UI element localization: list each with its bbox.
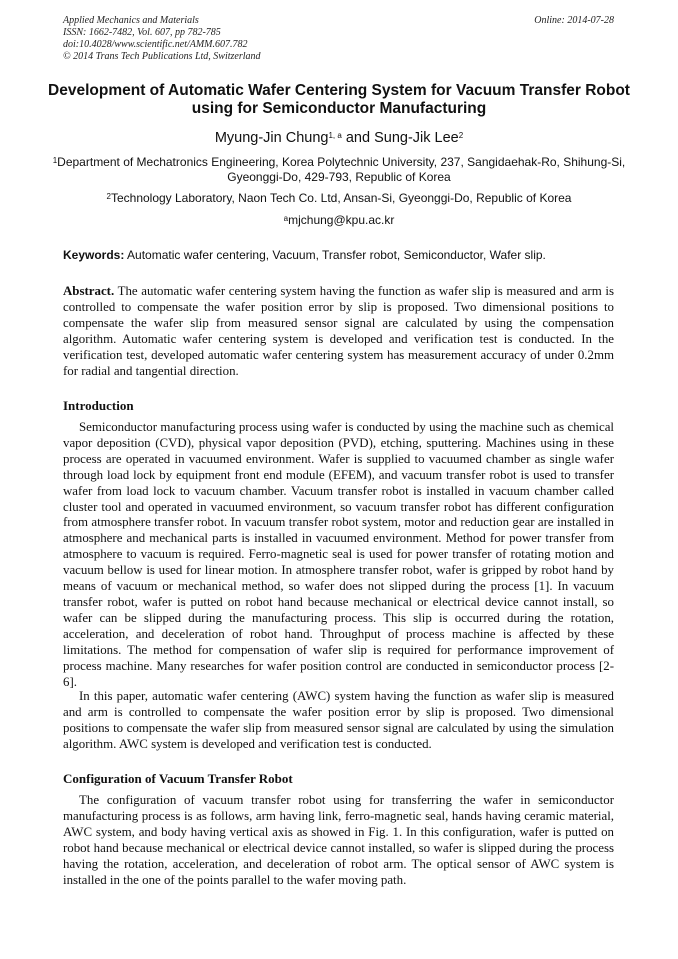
keywords-label: Keywords: <box>63 248 125 262</box>
affiliation-2 <box>50 191 628 206</box>
author-line <box>40 129 638 147</box>
affiliation-1-mark: 1 <box>52 156 58 165</box>
abstract-label: Abstract. <box>63 284 115 298</box>
author-2-affil-mark: 2 <box>458 131 464 140</box>
author-conjunction: and <box>341 130 375 146</box>
doi-line: doi:10.4028/www.scientific.net/AMM.607.782 <box>63 39 248 50</box>
affiliation-2-text: Technology Laboratory, Naon Tech Co. Ltd, Ansan-Si, Gyeonggi-Do, Republic of Korea <box>110 191 572 205</box>
affiliation-2-mark: 2 <box>106 192 111 201</box>
journal-header <box>63 15 261 63</box>
copyright-line: © 2014 Trans Tech Publications Ltd, Switzerland <box>63 51 261 62</box>
author-1: Myung-Jin Chung <box>214 130 329 146</box>
author-1-affil-mark: 1, a <box>328 131 342 140</box>
section-heading-configuration: Configuration of Vacuum Transfer Robot <box>63 771 293 786</box>
affiliation-1 <box>50 155 628 185</box>
author-2: Sung-Jik Lee <box>374 130 459 146</box>
introduction-paragraph-2: In this paper, automatic wafer centering (AWC) system having the function as wafer slip is measured and arm is controlled to compensate the wafer position error by slip is proposed. Two dimensional positions to compensate the wafer slip from measured sensor signal are calculated by using the simulation algorithm. AWC system is developed and verification test is conducted. <box>63 689 614 751</box>
section-heading-introduction: Introduction <box>63 398 134 413</box>
keywords-text: Automatic wafer centering, Vacuum, Transfer robot, Semiconductor, Wafer slip. <box>124 248 546 262</box>
affiliation-1-text: Department of Mechatronics Engineering, Korea Polytechnic University, 237, Sangidaehak-Ro, Shihung-Si, Gyeonggi-Do, 429-793, Republic of Korea <box>57 155 626 184</box>
email-mark: a <box>283 214 289 223</box>
email-address[interactable]: mjchung@kpu.ac.kr <box>288 213 395 227</box>
journal-name: Applied Mechanics and Materials <box>63 15 199 26</box>
keywords <box>63 248 623 263</box>
author-email <box>50 213 628 228</box>
online-date: Online: 2014-07-28 <box>534 15 614 26</box>
abstract <box>63 284 614 379</box>
issn-line: ISSN: 1662-7482, Vol. 607, pp 782-785 <box>63 27 221 38</box>
abstract-text: The automatic wafer centering system having the function as wafer slip is measured and arm is controlled to compensate the wafer position error by slip is proposed. Two dimensional positions to compensate the wafer slip from measured sensor signal are calculated by using the compensation algorithm. Automatic wafer centering system is developed and verification test is conducted. In the verification test, developed automatic wafer centering system has measurement accuracy of under 0.2mm for radial and tangential direction. <box>63 284 614 378</box>
introduction-paragraph-1: Semiconductor manufacturing process using wafer is conducted by using the machine such as chemical vapor deposition (CVD), physical vapor deposition (PVD), etching, sputtering. Machines using in these process are operated in vacuumed environment. Wafer is supplied to vacuumed chamber as single wafer through load lock by equipment front end module (EFEM), and vacuum transfer robot is used to transfer wafer from load lock to vacuum chamber. Vacuum transfer robot is installed in vacuum chamber called cluster tool and operated in vacuumed environment, so vacuum transfer robot has different configuration from atmosphere transfer robot. In vacuum transfer robot system, motor and reduction gear are installed in atmosphere and mechanical parts is installed in vacuumed environment. Method for power transfer from atmosphere to vacuum is required. Ferro-magnetic seal is used for power transfer of rotating motion and vacuum bellow is used for linear motion. In atmosphere transfer robot, wafer is gripped by robot hand by means of vacuum or mechanical method, so wafer does not slipped during the process [1]. In vacuum transfer robot, wafer is putted on robot hand because mechanical or electrical device cannot install, so wafer can be slipped during the manufacturing process. This slip is occurred during the rotation, acceleration, and deceleration of robot hand. Throughput of process machine is affected by these limitations. The method for compensation of wafer slip is required for performance improvement of process machine. Many researches for wafer position control are conducted in semiconductor process [2-6]. <box>63 420 614 689</box>
configuration-paragraph-1: The configuration of vacuum transfer robot using for transferring the wafer in semiconductor manufacturing process is as follows, arm having link, ferro-magnetic seal, hands having ceramic material, AWC system, and body having vertical axis as showed in Fig. 1. In this configuration, wafer is putted on robot hand because mechanical or electrical device cannot installed, so wafer is slipped during the process having the rotation, acceleration, and deceleration of robot arm. The optical sensor of AWC system is installed in the one of the points parallel to the wafer moving path. <box>63 793 614 887</box>
paper-title: Development of Automatic Wafer Centering System for Vacuum Transfer Robot using for Semiconductor Manufacturing <box>48 82 630 117</box>
